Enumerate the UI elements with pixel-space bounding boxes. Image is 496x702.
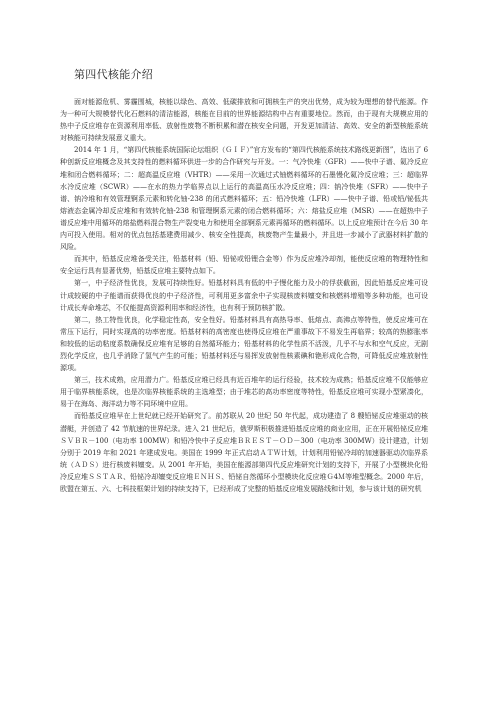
paragraph-intro: 面对能源危机、雾霾围城，核能以绿色、高效、低碳排放和可拥核生产的突出优势，成为较为理想的替代能源。作为一种可大规模替代化石燃料的清洁能源，核能在目前的世界能源结构中占有重要地位。然而，由于现有大规模应用的热中子反应堆存在资源利用率低、放射性废物不断积累和潜在核安全问题，开发更加清洁、高效、安全的新型核能系统对核能可持续发展意义重大。 — [60, 98, 428, 143]
paragraph-lead-reactor: 而其中，铅基反应堆备受关注，铅基材料（铅、铅铋或铅锂合金等）作为反应堆冷却剂，能使反应堆的物理特性和安全运行具有显著优势，铅基反应堆主要特点如下。 — [60, 255, 428, 276]
paragraph-history: 而铅基反应堆早在上世纪就已经开始研究了。前苏联从 20 世纪 50 年代起，成功建造了 8 艘铅铋反应堆驱动的核潜艇，并创造了 42 节航速的世界纪录。进入 21 世纪后，俄罗斯积极推进铅基反应堆的商业应用，正在开展铅铋反应堆ＳＶＢＲ－100（电功率 100MW）和铅冷快中子反应堆ＢＲＥＳＴ－ＯＤ－300（电功率 300MW）设计建造，计划分别于 2019 年和 2021 年建成发电。美国在 1999 年正式启动ＡＴＷ计划，计划利用铅铋冷却的加速器驱动次临界系统（ＡＤＳ）进行核废料嬗变。从 2001 年开始，美国在能源部第四代反应堆研究计划的支持下，开展了小型模块化铅冷反应堆ＳＳＴＡＲ、铅铋冷却嬗变反应堆ＥＮＨＳ、铅铋自然循环小型模块化反应堆Ｇ4Ｍ等堆型概念。2000 年后，欧盟在第五、六、七科技框架计划的持续支持下，已经形成了完整的铅基反应堆发展路线和计划，参与该计划的研究机 — [60, 412, 428, 493]
paragraph-first-point: 第一，中子经济性优良，发展可持续性好。铅基材料具有低的中子慢化能力及小的俘获截面，因此铅基反应堆可设计成较硬的中子能谱而获得优良的中子经济性，可利用更多富余中子实现核废料嬗变和核燃料增殖等多种功能，也可设计成长寿命堆芯，不仅能提高资源利用率和经济性，也有利于预防核扩散。 — [60, 279, 428, 312]
document-body — [60, 96, 428, 495]
paragraph-gif-roadmap: 2014 年 1 月，“第四代核能系统国际论坛组织（ＧＩＦ）”官方发布的“第四代核能系统技术路线更新图”，选出了 6 种创新反应堆概念及其支持性的燃料循环供进一步的合作研究与开发。一：气冷快堆（GFR）——快中子谱、氦冷反应堆和闭合燃料循环；二：超高温反应堆（VHTR）——采用一次通过式铀燃料循环的石墨慢化氦冷反应堆；三：超临界水冷反应堆（SCWR）——在水的热力学临界点以上运行的高温高压水冷反应堆；四：钠冷快堆（SFR）——快中子谱、钠冷堆和有效管理锕系元素和转化铀-238 的闭式燃料循环；五：铅冷快堆（LFR）——快中子谱、铅或铅/铋低共熔液态金属冷却反应堆和有效转化铀-238 和管理锕系元素的闭合燃料循环；六：熔盐反应堆（MSR）——在超热中子谱反应堆中用循环的熔盐燃料混合物生产裂变电力和使用全部锕系元素再循环的燃料循环。以上反应堆预计在今后 30 年内可投入使用。相对的优点包括基建费用减少、核安全性提高，核废物产生量最小，并且进一步减小了武器材料扩散的风险。 — [60, 146, 428, 252]
document-title: 第四代核能介绍 — [74, 68, 154, 81]
paragraph-second-point: 第二，热工特性优良，化学稳定性高，安全性好。铅基材料具有高热导率、低熔点、高沸点等特性，使反应堆可在常压下运行，同时实现高的功率密度。铅基材料的高密度也使得反应堆在严重事故下不易发生再临界；较高的热膨胀率和较低的运动粘度系数确保反应堆有足够的自然循环能力；铅基材料的化学性质不活泼，几乎不与水和空气反应，无剧烈化学反应，也几乎消除了氢气产生的可能；铅基材料还与易挥发放射性核素碘和铯形成化合物，可降低反应堆放射性源项。 — [60, 315, 428, 373]
paragraph-third-point: 第三，技术成熟，应用潜力广。铅基反应堆已经具有近百堆年的运行经验，技术较为成熟；铅基反应堆不仅能够应用于临界核能系统，也是次临界核能系统的主选堆型；由于堆芯的高功率密度等特性，铅基反应堆可实现小型紧凑化，易于在海岛、海洋动力等不同环境中应用。 — [60, 376, 428, 409]
